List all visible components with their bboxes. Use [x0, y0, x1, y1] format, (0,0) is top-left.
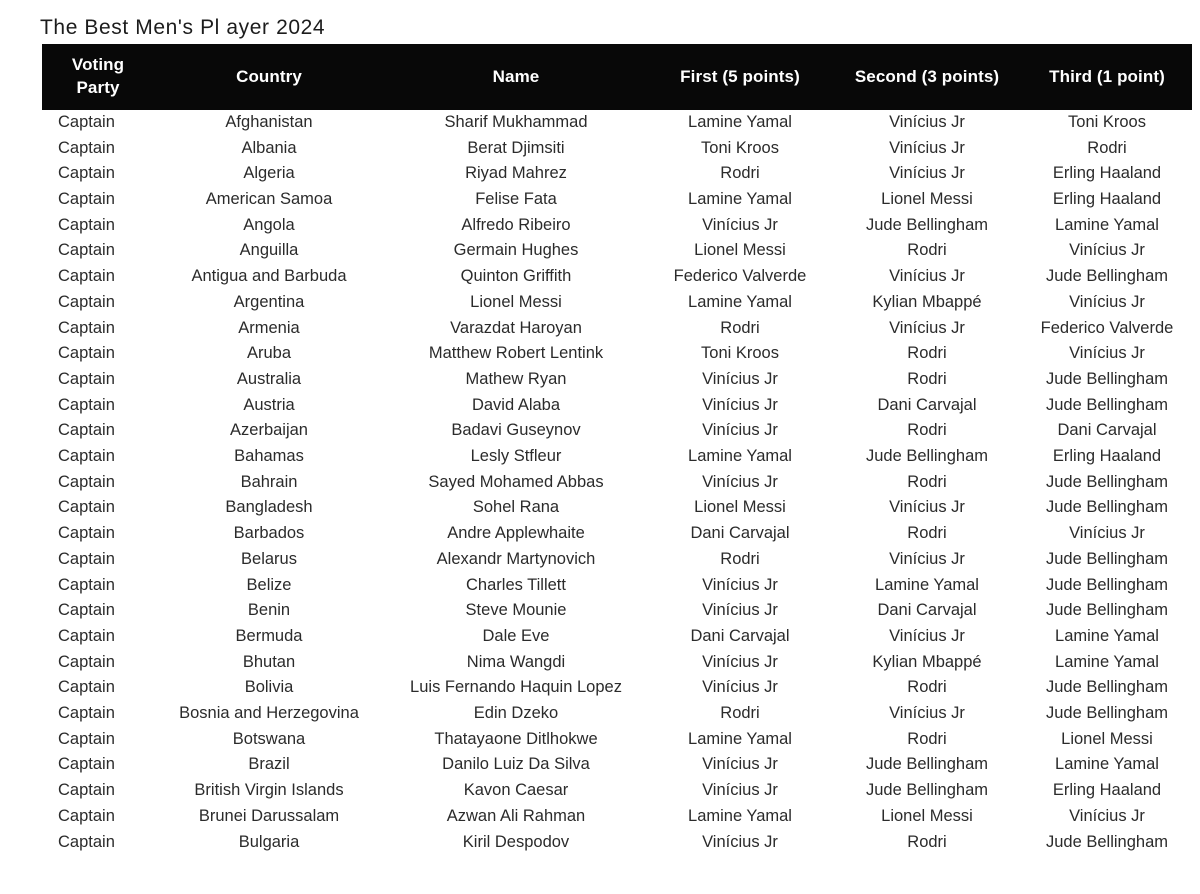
cell-second: Jude Bellingham [866, 755, 988, 774]
table-row[interactable] [42, 341, 1192, 367]
cell-party: Captain [58, 447, 115, 466]
cell-third: Vinícius Jr [1069, 292, 1145, 311]
cell-party: Captain [58, 678, 115, 697]
cell-party: Captain [58, 369, 115, 388]
cell-third: Erling Haaland [1052, 190, 1162, 209]
cell-country: Bhutan [242, 652, 296, 671]
cell-second: Vinícius Jr [889, 318, 965, 337]
cell-name: Sohel Rana [472, 498, 560, 517]
cell-country: Belarus [241, 549, 297, 568]
cell-name: Thatayaone Ditlhokwe [434, 729, 598, 748]
cell-first: Toni Kroos [701, 344, 779, 363]
cell-party: Captain [58, 549, 115, 568]
cell-first: Vinícius Jr [702, 472, 778, 491]
cell-second: Rodri [907, 472, 947, 491]
cell-party: Captain [58, 267, 115, 286]
cell-third: Jude Bellingham [1046, 395, 1168, 414]
cell-third: Jude Bellingham [1046, 369, 1168, 388]
cell-third: Vinícius Jr [1069, 344, 1145, 363]
voting-table-container [42, 44, 1174, 855]
cell-country: Austria [243, 395, 295, 414]
cell-first: Vinícius Jr [702, 421, 778, 440]
cell-party: Captain [58, 292, 115, 311]
cell-second: Rodri [907, 241, 947, 260]
cell-first: Vinícius Jr [702, 781, 778, 800]
cell-party: Captain [58, 215, 115, 234]
cell-second: Jude Bellingham [866, 215, 988, 234]
cell-third: Dani Carvajal [1057, 421, 1157, 440]
cell-name: Luis Fernando Haquin Lopez [410, 678, 622, 697]
cell-party: Captain [58, 498, 115, 517]
cell-country: Antigua and Barbuda [191, 267, 347, 286]
cell-first: Lamine Yamal [688, 112, 792, 131]
table-row[interactable] [42, 650, 1192, 676]
cell-country: Algeria [243, 164, 295, 183]
table-row[interactable] [42, 238, 1192, 264]
cell-country: Armenia [238, 318, 300, 337]
cell-name: Sayed Mohamed Abbas [428, 472, 604, 491]
column-header-second[interactable]: Second (3 points) [854, 66, 1000, 86]
cell-second: Rodri [907, 678, 947, 697]
cell-first: Dani Carvajal [690, 626, 790, 645]
cell-first: Lamine Yamal [688, 190, 792, 209]
cell-party: Captain [58, 781, 115, 800]
cell-second: Dani Carvajal [877, 601, 977, 620]
table-row[interactable] [42, 110, 1192, 136]
cell-name: Felise Fata [475, 190, 557, 209]
table-row[interactable] [42, 778, 1192, 804]
cell-country: Bulgaria [238, 832, 300, 851]
cell-second: Lamine Yamal [875, 575, 979, 594]
cell-name: Nima Wangdi [466, 652, 566, 671]
cell-name: Steve Mounie [465, 601, 567, 620]
cell-second: Kylian Mbappé [872, 652, 982, 671]
cell-party: Captain [58, 524, 115, 543]
cell-name: Andre Applewhaite [447, 524, 585, 543]
cell-second: Rodri [907, 832, 947, 851]
cell-name: Varazdat Haroyan [450, 318, 582, 337]
cell-first: Vinícius Jr [702, 755, 778, 774]
cell-first: Rodri [720, 164, 760, 183]
cell-first: Vinícius Jr [702, 395, 778, 414]
cell-second: Lionel Messi [881, 806, 973, 825]
cell-name: Edin Dzeko [473, 704, 559, 723]
cell-name: Kiril Despodov [462, 832, 570, 851]
cell-country: Bosnia and Herzegovina [179, 704, 359, 723]
column-header-voting-party-line2: Party [76, 78, 120, 98]
table-row[interactable] [42, 675, 1192, 701]
column-header-first[interactable]: First (5 points) [680, 66, 800, 86]
cell-country: Bangladesh [225, 498, 313, 517]
cell-party: Captain [58, 395, 115, 414]
table-row[interactable] [42, 418, 1192, 444]
cell-second: Vinícius Jr [889, 549, 965, 568]
table-row[interactable] [42, 573, 1192, 599]
cell-party: Captain [58, 421, 115, 440]
cell-country: Brunei Darussalam [198, 806, 340, 825]
cell-name: Badavi Guseynov [451, 421, 581, 440]
cell-name: Berat Djimsiti [467, 138, 565, 157]
cell-third: Vinícius Jr [1069, 806, 1145, 825]
table-row[interactable] [42, 701, 1192, 727]
table-row[interactable] [42, 444, 1192, 470]
cell-name: David Alaba [471, 395, 561, 414]
cell-name: Lesly Stfleur [470, 447, 562, 466]
cell-name: Azwan Ali Rahman [446, 806, 586, 825]
cell-country: Anguilla [239, 241, 299, 260]
table-row[interactable] [42, 521, 1192, 547]
cell-party: Captain [58, 806, 115, 825]
cell-third: Vinícius Jr [1069, 241, 1145, 260]
cell-country: Brazil [248, 755, 290, 774]
cell-third: Vinícius Jr [1069, 524, 1145, 543]
column-header-third[interactable]: Third (1 point) [1049, 66, 1165, 86]
cell-country: Botswana [232, 729, 306, 748]
cell-name: Matthew Robert Lentink [428, 344, 604, 363]
cell-third: Jude Bellingham [1046, 601, 1168, 620]
cell-third: Rodri [1087, 138, 1127, 157]
cell-party: Captain [58, 138, 115, 157]
table-row[interactable] [42, 136, 1192, 162]
cell-third: Lamine Yamal [1055, 652, 1159, 671]
cell-first: Dani Carvajal [690, 524, 790, 543]
cell-name: Alfredo Ribeiro [461, 215, 571, 234]
cell-first: Vinícius Jr [702, 215, 778, 234]
cell-first: Vinícius Jr [702, 678, 778, 697]
table-row[interactable] [42, 598, 1192, 624]
cell-party: Captain [58, 704, 115, 723]
cell-party: Captain [58, 164, 115, 183]
cell-second: Dani Carvajal [877, 395, 977, 414]
cell-first: Lamine Yamal [688, 447, 792, 466]
cell-first: Lamine Yamal [688, 729, 792, 748]
table-row[interactable] [42, 264, 1192, 290]
cell-country: Aruba [246, 344, 292, 363]
table-row[interactable] [42, 830, 1192, 856]
cell-country: Australia [236, 369, 302, 388]
cell-party: Captain [58, 601, 115, 620]
column-header-name[interactable]: Name [492, 66, 540, 86]
cell-first: Federico Valverde [673, 267, 807, 286]
cell-country: Angola [243, 215, 295, 234]
cell-second: Rodri [907, 524, 947, 543]
cell-third: Erling Haaland [1052, 447, 1162, 466]
cell-country: Belize [246, 575, 292, 594]
cell-first: Vinícius Jr [702, 369, 778, 388]
table-header [42, 44, 1192, 110]
cell-third: Lamine Yamal [1055, 215, 1159, 234]
cell-name: Danilo Luiz Da Silva [442, 755, 590, 774]
cell-first: Vinícius Jr [702, 575, 778, 594]
cell-first: Rodri [720, 704, 760, 723]
cell-name: Germain Hughes [453, 241, 579, 260]
cell-first: Lamine Yamal [688, 806, 792, 825]
cell-name: Kavon Caesar [463, 781, 569, 800]
cell-country: British Virgin Islands [194, 781, 344, 800]
cell-party: Captain [58, 575, 115, 594]
cell-first: Vinícius Jr [702, 832, 778, 851]
cell-third: Lamine Yamal [1055, 755, 1159, 774]
cell-third: Erling Haaland [1052, 781, 1162, 800]
cell-second: Vinícius Jr [889, 498, 965, 517]
cell-party: Captain [58, 112, 115, 131]
table-row[interactable] [42, 393, 1192, 419]
table-row[interactable] [42, 213, 1192, 239]
table-body [42, 110, 1192, 855]
cell-name: Sharif Mukhammad [444, 112, 588, 131]
cell-country: Argentina [233, 292, 305, 311]
cell-party: Captain [58, 755, 115, 774]
cell-country: Afghanistan [225, 112, 313, 131]
cell-first: Vinícius Jr [702, 652, 778, 671]
table-row[interactable] [42, 495, 1192, 521]
cell-third: Federico Valverde [1040, 318, 1174, 337]
cell-second: Jude Bellingham [866, 781, 988, 800]
cell-third: Jude Bellingham [1046, 472, 1168, 491]
cell-name: Dale Eve [482, 626, 550, 645]
cell-third: Lionel Messi [1061, 729, 1153, 748]
table-row[interactable] [42, 187, 1192, 213]
cell-first: Vinícius Jr [702, 601, 778, 620]
cell-third: Jude Bellingham [1046, 575, 1168, 594]
cell-first: Rodri [720, 549, 760, 568]
voting-table [42, 44, 1192, 855]
column-header-voting-party-line1: Voting [71, 55, 125, 74]
cell-country: Benin [247, 601, 291, 620]
table-row[interactable] [42, 316, 1192, 342]
table-row[interactable] [42, 161, 1192, 187]
table-row[interactable] [42, 367, 1192, 393]
cell-second: Jude Bellingham [866, 447, 988, 466]
cell-first: Lamine Yamal [688, 292, 792, 311]
cell-first: Lionel Messi [694, 498, 786, 517]
cell-third: Jude Bellingham [1046, 267, 1168, 286]
cell-party: Captain [58, 190, 115, 209]
cell-party: Captain [58, 241, 115, 260]
cell-third: Erling Haaland [1052, 164, 1162, 183]
cell-second: Rodri [907, 421, 947, 440]
cell-second: Vinícius Jr [889, 267, 965, 286]
cell-party: Captain [58, 832, 115, 851]
page-title: The Best Men's Pl ayer 2024 [40, 16, 326, 39]
cell-name: Riyad Mahrez [465, 164, 567, 183]
cell-third: Jude Bellingham [1046, 832, 1168, 851]
table-row[interactable] [42, 547, 1192, 573]
table-row[interactable] [42, 727, 1192, 753]
cell-country: Bolivia [244, 678, 294, 697]
cell-party: Captain [58, 652, 115, 671]
cell-name: Charles Tillett [466, 575, 566, 594]
cell-second: Vinícius Jr [889, 704, 965, 723]
cell-party: Captain [58, 472, 115, 491]
cell-second: Vinícius Jr [889, 112, 965, 131]
cell-third: Jude Bellingham [1046, 498, 1168, 517]
cell-country: Bahamas [234, 447, 304, 466]
cell-third: Jude Bellingham [1046, 704, 1168, 723]
cell-second: Vinícius Jr [889, 138, 965, 157]
cell-first: Lionel Messi [694, 241, 786, 260]
cell-third: Lamine Yamal [1055, 626, 1159, 645]
cell-country: American Samoa [205, 190, 333, 209]
cell-country: Bahrain [240, 472, 298, 491]
column-header-country[interactable]: Country [236, 66, 302, 86]
table-row[interactable] [42, 624, 1192, 650]
cell-second: Rodri [907, 369, 947, 388]
cell-name: Quinton Griffith [460, 267, 572, 286]
cell-country: Bermuda [235, 626, 303, 645]
cell-second: Rodri [907, 344, 947, 363]
cell-party: Captain [58, 729, 115, 748]
cell-second: Kylian Mbappé [872, 292, 982, 311]
cell-third: Jude Bellingham [1046, 549, 1168, 568]
cell-second: Lionel Messi [881, 190, 973, 209]
cell-second: Vinícius Jr [889, 626, 965, 645]
cell-second: Rodri [907, 729, 947, 748]
cell-first: Toni Kroos [701, 138, 779, 157]
cell-country: Barbados [233, 524, 305, 543]
table-row[interactable] [42, 290, 1192, 316]
cell-second: Vinícius Jr [889, 164, 965, 183]
cell-third: Jude Bellingham [1046, 678, 1168, 697]
table-row[interactable] [42, 470, 1192, 496]
cell-party: Captain [58, 344, 115, 363]
cell-country: Azerbaijan [230, 421, 308, 440]
cell-third: Toni Kroos [1068, 112, 1146, 131]
cell-name: Mathew Ryan [465, 369, 567, 388]
column-header-voting-party[interactable] [42, 44, 154, 110]
table-row[interactable] [42, 804, 1192, 830]
table-row[interactable] [42, 752, 1192, 778]
cell-name: Alexandr Martynovich [436, 549, 596, 568]
cell-first: Rodri [720, 318, 760, 337]
cell-name: Lionel Messi [470, 292, 562, 311]
cell-country: Albania [241, 138, 297, 157]
table-header-row [42, 44, 1192, 110]
cell-party: Captain [58, 318, 115, 337]
cell-party: Captain [58, 626, 115, 645]
